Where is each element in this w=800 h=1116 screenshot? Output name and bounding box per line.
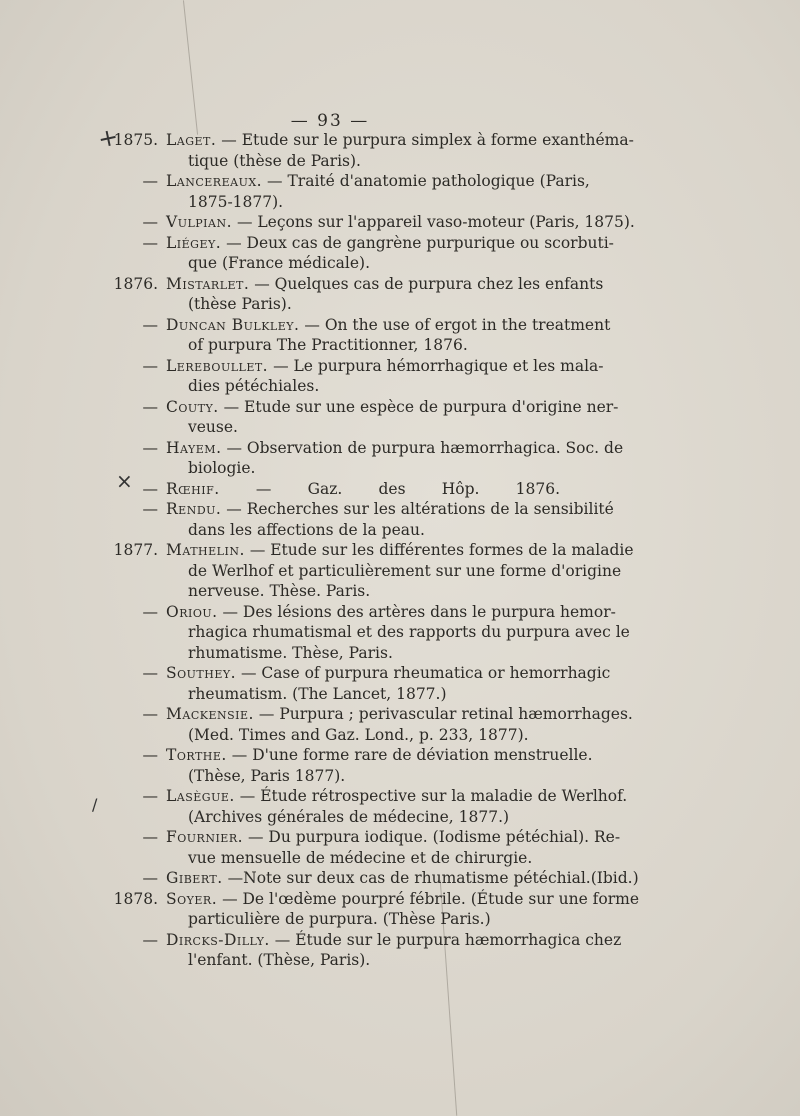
entry-year: 1878. [113,889,158,908]
entry-year: — [142,356,158,375]
entry-author: Oriou. [166,602,218,621]
entry-first-line [0,930,800,951]
entry-year: — [142,828,158,846]
entry-title: — Le purpura hémorrhagique et les mala- [273,356,604,375]
bibliography-entry [0,499,800,540]
entry-continuation-line [0,561,800,582]
entry-title: — Observation de purpura hæmorrhagica. Soc. de [226,438,624,457]
entry-text [166,233,614,254]
entry-author: Mathelin. [166,541,245,559]
entry-year: — [142,397,158,416]
entry-title: — Étude rétrospective sur la maladie de Werlhof. [239,787,628,805]
entry-title: — Quelques cas de purpura chez les enfants [254,274,604,293]
bibliography-entry [0,663,800,704]
entry-text [166,274,604,295]
entry-continuation-text: of purpura The Practitionner, 1876. [188,336,468,354]
entry-first-line [0,356,800,377]
entry-continuation-text: dies pétéchiales. [188,377,320,395]
entry-year: — [142,869,158,887]
page-number: — 93 — [290,111,370,131]
bibliography-entry [0,889,800,930]
entry-year: 1876. [113,274,158,293]
entry-title: — Case of purpura rheumatica or hemorrhagic [241,664,611,682]
bibliography-entry [0,397,800,438]
entry-continuation-text: (Med. Times and Gaz. Lond., p. 233, 1877). [188,725,529,744]
entry-text [166,889,640,910]
bibliography-list [0,130,800,971]
entry-text [166,930,622,951]
entry-author: Torthe. [166,746,227,764]
entry-continuation-text: (Thèse, Paris 1877). [188,766,346,785]
entry-first-line [0,233,800,254]
entry-text [166,663,611,684]
entry-title: — Deux cas de gangrène purpurique ou scorbuti- [226,233,614,252]
entry-first-line [0,479,800,500]
entry-author: Soyer. [166,889,218,908]
entry-title: — Du purpura iodique. (Iodisme pétéchial). Re- [247,828,621,846]
entry-first-line [0,397,800,418]
entry-text [166,479,560,500]
entry-title: — Gaz. des Hôp. 1876. [255,479,560,498]
entry-author: Lancereaux. [166,172,263,190]
entry-text [166,827,621,848]
entry-first-line [0,827,800,848]
entry-first-line [0,704,800,725]
entry-author: Rendu. [166,500,222,518]
entry-continuation-line [0,909,800,930]
entry-title: — On the use of ergot in the treatment [304,315,611,334]
entry-text [166,745,593,766]
entry-year: — [142,602,158,621]
entry-continuation-text: vue mensuelle de médecine et de chirurgie. [188,848,533,867]
entry-continuation-text: que (France médicale). [188,254,370,272]
entry-author: Vulpian. [166,213,233,231]
bibliography-entry [0,233,800,274]
entry-first-line [0,315,800,336]
entry-text [166,602,616,623]
entry-first-line [0,889,800,910]
entry-author: Rœhif. [166,479,220,498]
entry-first-line [0,745,800,766]
entry-continuation-line [0,848,800,869]
entry-first-line [0,130,800,151]
entry-title: — Étude sur le purpura hæmorrhagica chez [274,930,622,949]
entry-continuation-line [0,950,800,971]
entry-year: — [142,213,158,231]
entry-author: Southey. [166,664,237,682]
entry-first-line [0,540,800,561]
bibliography-entry [0,930,800,971]
entry-author: Lasègue. [166,787,235,805]
bibliography-entry [0,315,800,356]
entry-continuation-text: dans les affections de la peau. [188,520,425,539]
entry-title: — Etude sur les différentes formes de la maladie [249,541,634,559]
tick-mark: / [92,795,98,814]
entry-author: Hayem. [166,438,222,457]
entry-text [166,868,639,889]
entry-text [166,171,590,192]
entry-first-line [0,602,800,623]
entry-continuation-line [0,335,800,356]
entry-text [166,438,624,459]
entry-continuation-line [0,581,800,602]
entry-continuation-line [0,151,800,172]
bibliography-entry [0,745,800,786]
entry-text [166,499,614,520]
entry-title: — Etude sur le purpura simplex à forme exanthéma- [221,131,634,149]
entry-title: —Note sur deux cas de rhumatisme pétéchial.(Ibid.) [227,869,639,887]
entry-continuation-line [0,725,800,746]
bibliography-entry [0,827,800,868]
entry-text [166,356,604,377]
bibliography-entry [0,212,800,233]
entry-continuation-line [0,294,800,315]
entry-year: — [142,705,158,723]
entry-continuation-line [0,622,800,643]
entry-continuation-line [0,458,800,479]
entry-text [166,540,634,561]
bibliography-entry [0,130,800,171]
entry-year: — [142,172,158,190]
entry-title: — Etude sur une espèce de purpura d'origine ner- [223,397,619,416]
entry-continuation-text: l'enfant. (Thèse, Paris). [188,951,371,969]
entry-text [166,212,635,233]
entry-continuation-text: 1875-1877). [188,192,284,211]
entry-title: — Traité d'anatomie pathologique (Paris, [267,172,590,190]
bibliography-entry [0,438,800,479]
entry-title: — Des lésions des artères dans le purpura hemor- [222,602,616,621]
entry-continuation-line [0,417,800,438]
entry-first-line [0,274,800,295]
entry-year: — [142,479,158,498]
entry-author: Mackensie. [166,705,254,723]
entry-title: — D'une forme rare de déviation menstruelle. [231,746,593,764]
entry-continuation-text: veuse. [188,418,238,436]
entry-continuation-text: rhagica rhumatismal et des rapports du purpura avec le [188,623,630,641]
entry-year: — [142,930,158,949]
bibliography-entry [0,868,800,889]
entry-continuation-line [0,643,800,664]
entry-continuation-line [0,766,800,787]
bibliography-entry [0,171,800,212]
entry-first-line [0,212,800,233]
entry-title: — De l'œdème pourpré fébrile. (Étude sur une forme [222,889,640,908]
entry-author: Mistarlet. [166,274,250,293]
entry-continuation-text: tique (thèse de Paris). [188,151,361,170]
entry-title: — Purpura ; perivascular retinal hæmorrhages. [258,705,633,723]
entry-first-line [0,171,800,192]
entry-first-line [0,868,800,889]
entry-author: Duncan Bulkley. [166,315,300,334]
entry-continuation-line [0,520,800,541]
entry-text [166,704,633,725]
entry-author: Dircks-Dilly. [166,930,270,949]
entry-text [166,315,611,336]
entry-continuation-text: rheumatism. (The Lancet, 1877.) [188,684,447,703]
entry-text [166,130,634,151]
entry-text [166,786,628,807]
entry-year: — [142,664,158,682]
entry-continuation-text: de Werlhof et particulièrement sur une forme d'origine [188,561,622,580]
entry-continuation-text: nerveuse. Thèse. Paris. [188,582,371,600]
bibliography-entry [0,356,800,397]
entry-continuation-line [0,684,800,705]
entry-first-line [0,663,800,684]
entry-year: — [142,746,158,764]
entry-continuation-text: particulière de purpura. (Thèse Paris.) [188,910,491,928]
entry-year: 1875. [113,131,158,149]
bibliography-entry [0,479,800,500]
entry-author: Laget. [166,131,217,149]
entry-continuation-line [0,192,800,213]
entry-continuation-line [0,253,800,274]
entry-first-line [0,499,800,520]
entry-year: — [142,500,158,518]
entry-continuation-text: biologie. [188,459,256,477]
entry-continuation-text: (thèse Paris). [188,295,292,313]
entry-title: — Recherches sur les altérations de la sensibilité [226,500,614,518]
plus-mark: + [95,122,121,154]
bibliography-entry [0,602,800,664]
entry-continuation-text: (Archives générales de médecine, 1877.) [188,807,510,826]
entry-year: — [142,233,158,252]
entry-year: — [142,315,158,334]
bibliography-entry [0,540,800,602]
entry-author: Liégey. [166,233,222,252]
entry-continuation-line [0,376,800,397]
entry-continuation-line [0,807,800,828]
bibliography-entry [0,704,800,745]
cross-mark: × [116,469,133,493]
bibliography-entry [0,274,800,315]
entry-year: 1877. [113,541,158,559]
entry-author: Lereboullet. [166,356,269,375]
entry-author: Gibert. [166,869,223,887]
entry-title: — Leçons sur l'appareil vaso-moteur (Paris, 1875). [236,213,635,231]
entry-first-line [0,438,800,459]
entry-continuation-text: rhumatisme. Thèse, Paris. [188,643,393,662]
entry-year: — [142,438,158,457]
entry-year: — [142,787,158,805]
entry-first-line [0,786,800,807]
entry-text [166,397,619,418]
bibliography-entry [0,786,800,827]
entry-author: Fournier. [166,828,244,846]
entry-author: Couty. [166,397,219,416]
